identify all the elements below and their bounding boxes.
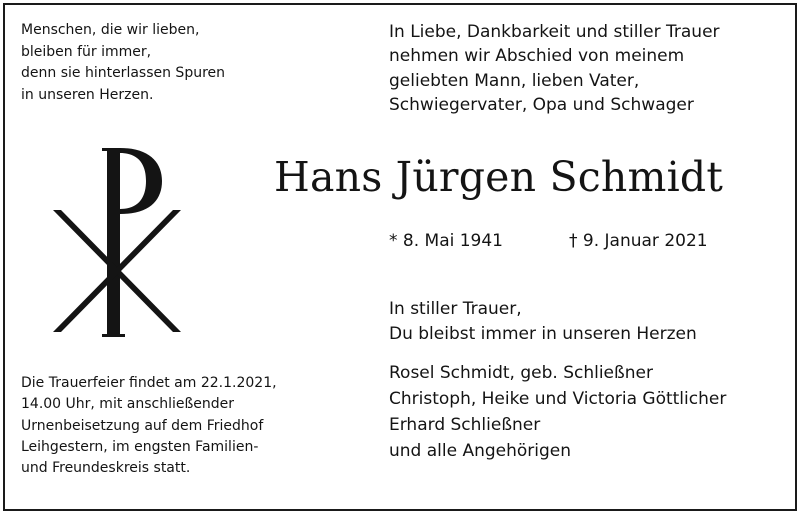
intro-text [389,20,720,117]
intro-line: Schwiegervater, Opa und Schwager [389,94,694,115]
chi-rho-icon [50,145,185,340]
life-dates [389,229,708,253]
mourners-list [389,360,726,464]
mourner-name: und alle Angehörigen [389,441,572,461]
mourner-name: Rosel Schmidt, geb. Schließner [389,363,653,383]
ceremony-info [21,373,277,479]
quote-line: bleiben für immer, [21,43,152,60]
mourner-name: Christoph, Heike und Victoria Göttlicher [389,389,727,409]
farewell-text [389,297,697,346]
ceremony-line: Urnenbeisetzung auf dem Friedhof [21,417,264,434]
death-date: † 9. Januar 2021 [569,231,708,251]
quote-line: Menschen, die wir lieben, [21,22,200,38]
intro-line: In Liebe, Dankbarkeit und stiller Trauer [389,22,720,42]
ceremony-line: Leihgestern, im engsten Familien- [21,438,259,455]
ceremony-line: Die Trauerfeier findet am 22.1.2021, [21,375,277,391]
quote-line: denn sie hinterlassen Spuren [21,65,226,81]
memorial-quote [21,20,225,106]
ceremony-line: 14.00 Uhr, mit anschließender [21,396,235,413]
intro-line: nehmen wir Abschied von meinem [389,46,685,67]
deceased-name: Hans Jürgen Schmidt [274,153,724,201]
birth-date: * 8. Mai 1941 [389,231,504,251]
chi-rho-shape [53,148,181,337]
quote-line: in unseren Herzen. [21,86,154,103]
intro-line: geliebten Mann, lieben Vater, [389,70,640,91]
ceremony-line: und Freundeskreis statt. [21,460,191,477]
mourner-name: Erhard Schließner [389,415,541,435]
farewell-line: Du bleibst immer in unseren Herzen [389,323,697,344]
farewell-line: In stiller Trauer, [389,299,522,319]
